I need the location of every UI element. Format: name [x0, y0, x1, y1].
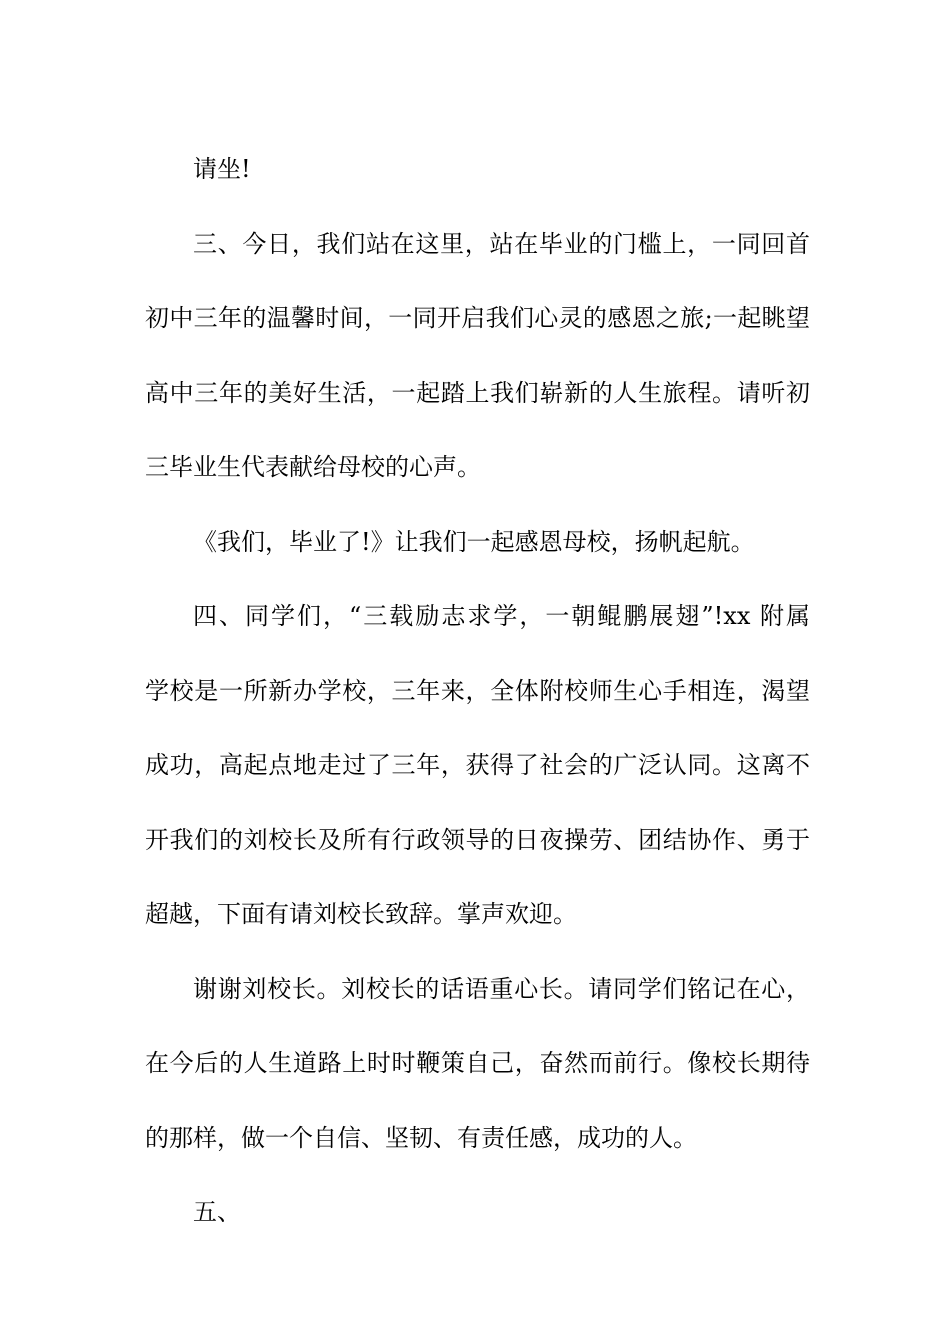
text-line: 五、	[193, 1198, 241, 1226]
document-body	[145, 132, 810, 1250]
paragraph-section-three	[145, 207, 810, 505]
paragraph-thanks-principal	[145, 952, 810, 1176]
text-line: 超越，下面有请刘校长致辞。掌声欢迎。	[145, 900, 577, 928]
text-line: 在今后的人生道路上时时鞭策自己，奋然而前行。像校长期待	[145, 1049, 810, 1077]
text-line: 三毕业生代表献给母校的心声。	[145, 453, 481, 481]
text-line: 《我们，毕业了!》让我们一起感恩母校，扬帆起航。	[193, 527, 755, 556]
text-line: 成功，高起点地走过了三年，获得了社会的广泛认同。这离不	[145, 751, 810, 779]
text-line: 学校是一所新办学校，三年来，全体附校师生心手相连，渴望	[145, 676, 810, 705]
text-line: 高中三年的美好生活，一起踏上我们崭新的人生旅程。请听初	[145, 378, 810, 407]
text-line: 初中三年的温馨时间，一同开启我们心灵的感恩之旅;一起眺望	[145, 304, 810, 332]
text-line: 三、今日，我们站在这里，站在毕业的门槛上，一同回首	[193, 229, 810, 258]
paragraph-section-four	[145, 579, 810, 952]
paragraph-section-five	[145, 1175, 810, 1250]
text-line: 请坐!	[193, 155, 251, 183]
text-line: 四、同学们，“三载励志求学，一朝鲲鹏展翅”!xx 附属	[193, 602, 810, 630]
text-line: 谢谢刘校长。刘校长的话语重心长。请同学们铭记在心，	[193, 974, 810, 1003]
text-line: 的那样，做一个自信、坚韧、有责任感，成功的人。	[145, 1123, 697, 1152]
text-line: 开我们的刘校长及所有行政领导的日夜操劳、团结协作、勇于	[145, 825, 810, 854]
paragraph-graduation-title	[145, 505, 810, 580]
paragraph-please-sit	[145, 132, 810, 207]
